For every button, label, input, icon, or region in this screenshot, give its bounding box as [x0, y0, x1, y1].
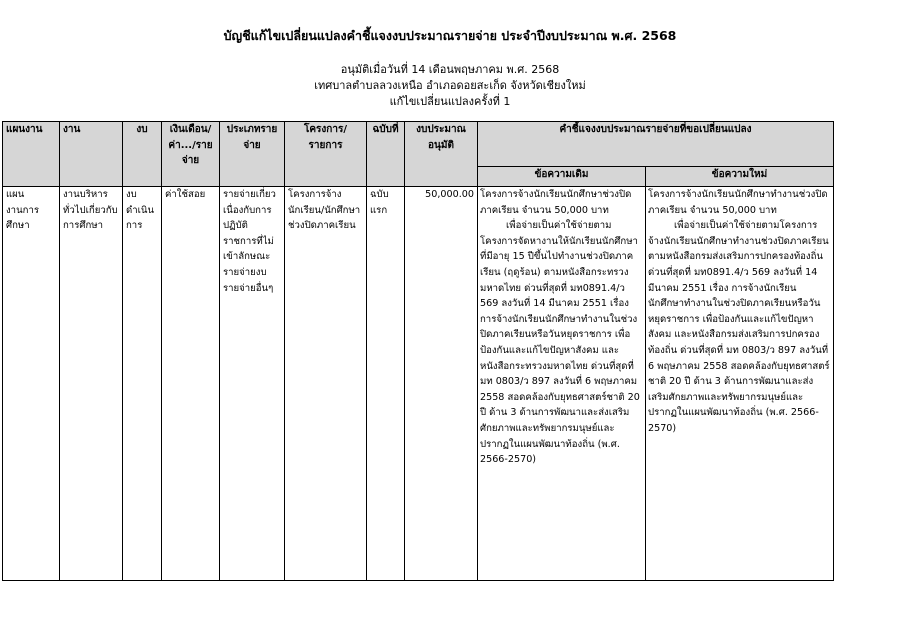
header-new-text: ข้อความใหม่	[646, 167, 834, 187]
header-work: งาน	[60, 122, 123, 187]
budget-change-table	[2, 121, 834, 581]
cell-plan: แผนงานการศึกษา	[3, 187, 60, 581]
header-project: โครงการ/รายการ	[285, 122, 367, 187]
table-row	[3, 187, 834, 581]
header-expense-type: ประเภทรายจ่าย	[220, 122, 285, 187]
header-category: เงินเดือน/ค่า.../รายจ่าย	[162, 122, 220, 187]
header-old-text: ข้อความเดิม	[478, 167, 646, 187]
old-text-intro: โครงการจ้างนักเรียนนักศึกษาช่วงปิดภาคเรียน จำนวน 50,000 บาท	[480, 189, 632, 216]
cell-project: โครงการจ้างนักเรียน/นักศึกษาช่วงปิดภาคเรียน	[285, 187, 367, 581]
cell-old-text	[478, 187, 646, 581]
cell-new-text	[646, 187, 834, 581]
organization-name: เทศบาลตำบลลวงเหนือ อำเภอดอยสะเก็ด จังหวัดเชียงใหม่	[314, 79, 586, 92]
cell-work: งานบริหารทั่วไปเกี่ยวกับการศึกษา	[60, 187, 123, 581]
document-title: บัญชีแก้ไขเปลี่ยนแปลงคำชี้แจงงบประมาณรายจ่าย ประจำปีงบประมาณ พ.ศ. 2568	[223, 28, 677, 43]
header-plan: แผนงาน	[3, 122, 60, 187]
cell-expense-type: รายจ่ายเกี่ยวเนื่องกับการปฏิบัติราชการที่ไม่เข้าลักษณะรายจ่ายงบรายจ่ายอื่นๆ	[220, 187, 285, 581]
new-text-body: เพื่อจ่ายเป็นค่าใช้จ่ายตามโครงการจ้างนักเรียนนักศึกษาทำงานช่วงปิดภาคเรียน ตามหนังสือกรมส่งเสริมการปกครองท้องถิ่น ด่วนที่สุดที่ มท0891.4/ว 569 ลงวันที่ 14 มีนาคม 2551 เรื่อง การจ้างนักเรียนนักศึกษาทำงานในช่วงปิดภาคเรียนหรือวันหยุดราชการ เพื่อป้องกันและแก้ไขปัญหาสังคม และหนังสือกรมส่งเสริมการปกครองท้องถิ่น ด่วนที่สุดที่ มท 0803/ว 897 ลงวันที่ 6 พฤษภาคม 2558 สอดคล้องกับยุทธศาสตร์ชาติ 20 ปี ด้าน 3 ด้านการพัฒนาและส่งเสริมศักยภาพและทรัพยากรมนุษย์และปรากฏในแผนพัฒนาท้องถิ่น (พ.ศ. 2566-2570)	[648, 220, 830, 434]
revision-number: แก้ไขเปลี่ยนแปลงครั้งที่ 1	[389, 95, 511, 108]
new-text-intro: โครงการจ้างนักเรียนนักศึกษาทำงานช่วงปิดภาคเรียน จำนวน 50,000 บาท	[648, 189, 828, 216]
header-explanation: คำชี้แจงงบประมาณรายจ่ายที่ขอเปลี่ยนแปลง	[478, 122, 834, 167]
cell-approved-amount: 50,000.00	[405, 187, 478, 581]
approval-date: อนุมัติเมื่อวันที่ 14 เดือนพฤษภาคม พ.ศ. 2568	[340, 63, 560, 76]
cell-budget: งบดำเนินการ	[123, 187, 162, 581]
cell-category: ค่าใช้สอย	[162, 187, 220, 581]
header-budget: งบ	[123, 122, 162, 187]
header-issue: ฉบับที่	[367, 122, 405, 187]
header-approved-amount: งบประมาณอนุมัติ	[405, 122, 478, 187]
cell-issue: ฉบับแรก	[367, 187, 405, 581]
old-text-body: เพื่อจ่ายเป็นค่าใช้จ่ายตามโครงการจัดหางานให้นักเรียนนักศึกษา ที่มีอายุ 15 ปีขึ้นไปทำงานช่วงปิดภาคเรียน (ฤดูร้อน) ตามหนังสือกระทรวงมหาดไทย ด่วนที่สุดที่ มท0891.4/ว 569 ลงวันที่ 14 มีนาคม 2551 เรื่อง การจ้างนักเรียนนักศึกษาทำงานในช่วงปิดภาคเรียนหรือวันหยุดราชการ เพื่อป้องกันและแก้ไขปัญหาสังคม และหนังสือกระทรวงมหาดไทย ด่วนที่สุดที่ มท 0803/ว 897 ลงวันที่ 6 พฤษภาคม 2558 สอดคล้องกับยุทธศาสตร์ชาติ 20 ปี ด้าน 3 ด้านการพัฒนาและส่งเสริมศักยภาพและทรัพยากรมนุษย์และปรากฏในแผนพัฒนาท้องถิ่น (พ.ศ. 2566-2570)	[480, 220, 640, 466]
